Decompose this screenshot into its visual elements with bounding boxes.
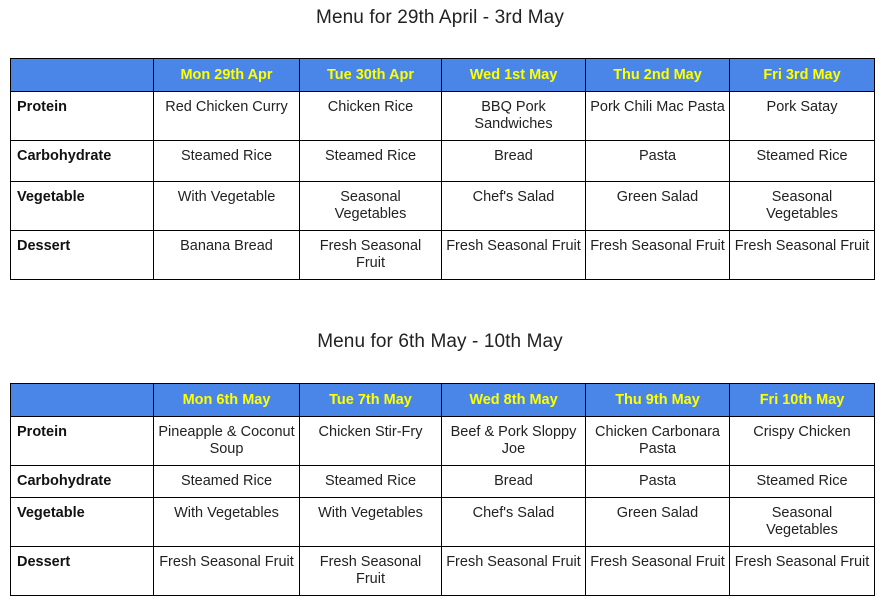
row-label: Carbohydrate bbox=[11, 141, 154, 182]
menu-cell: Chicken Rice bbox=[300, 92, 442, 141]
menu-cell: Pineapple & Coconut Soup bbox=[154, 417, 300, 466]
menu-cell: With Vegetable bbox=[154, 182, 300, 231]
menu-cell: Fresh Seasonal Fruit bbox=[730, 547, 875, 596]
menu-cell: Banana Bread bbox=[154, 231, 300, 280]
menu-table bbox=[10, 383, 875, 596]
menu-cell: Fresh Seasonal Fruit bbox=[300, 547, 442, 596]
menu-title: Menu for 6th May - 10th May bbox=[317, 331, 563, 352]
row-label: Vegetable bbox=[11, 182, 154, 231]
menu-cell: Steamed Rice bbox=[730, 466, 875, 498]
menu-cell: Fresh Seasonal Fruit bbox=[300, 231, 442, 280]
table-row bbox=[11, 466, 875, 498]
menu-cell: Chicken Carbonara Pasta bbox=[586, 417, 730, 466]
row-label: Dessert bbox=[11, 231, 154, 280]
menu-cell: Fresh Seasonal Fruit bbox=[586, 231, 730, 280]
menu-cell: Chef's Salad bbox=[442, 182, 586, 231]
header-row bbox=[11, 384, 875, 417]
menu-cell: Green Salad bbox=[586, 498, 730, 547]
day-header: Tue 30th Apr bbox=[300, 59, 442, 92]
day-header: Wed 1st May bbox=[442, 59, 586, 92]
menu-cell: Pork Chili Mac Pasta bbox=[586, 92, 730, 141]
table-row bbox=[11, 141, 875, 182]
row-label: Dessert bbox=[11, 547, 154, 596]
menu-cell: BBQ Pork Sandwiches bbox=[442, 92, 586, 141]
menu-cell: Steamed Rice bbox=[730, 141, 875, 182]
day-header: Thu 2nd May bbox=[586, 59, 730, 92]
menu-cell: Steamed Rice bbox=[154, 466, 300, 498]
table-row bbox=[11, 498, 875, 547]
day-header: Wed 8th May bbox=[442, 384, 586, 417]
menu-cell: Seasonal Vegetables bbox=[730, 498, 875, 547]
menu-cell: Pasta bbox=[586, 466, 730, 498]
menu-cell: Fresh Seasonal Fruit bbox=[442, 547, 586, 596]
corner-header-cell bbox=[11, 59, 154, 92]
day-header: Mon 29th Apr bbox=[154, 59, 300, 92]
row-label: Carbohydrate bbox=[11, 466, 154, 498]
menu-cell: Bread bbox=[442, 141, 586, 182]
row-label: Protein bbox=[11, 92, 154, 141]
corner-header-cell bbox=[11, 384, 154, 417]
table-row bbox=[11, 417, 875, 466]
menu-cell: Green Salad bbox=[586, 182, 730, 231]
menu-cell: Steamed Rice bbox=[300, 141, 442, 182]
row-label: Vegetable bbox=[11, 498, 154, 547]
header-row bbox=[11, 59, 875, 92]
table-row bbox=[11, 547, 875, 596]
menu-cell: Chicken Stir-Fry bbox=[300, 417, 442, 466]
menu-cell: Beef & Pork Sloppy Joe bbox=[442, 417, 586, 466]
menu-cell: Fresh Seasonal Fruit bbox=[730, 231, 875, 280]
row-label: Protein bbox=[11, 417, 154, 466]
table-row bbox=[11, 231, 875, 280]
menu-cell: With Vegetables bbox=[300, 498, 442, 547]
menu-cell: Fresh Seasonal Fruit bbox=[586, 547, 730, 596]
day-header: Thu 9th May bbox=[586, 384, 730, 417]
menu-cell: Pasta bbox=[586, 141, 730, 182]
menu-cell: Seasonal Vegetables bbox=[730, 182, 875, 231]
menu-cell: Steamed Rice bbox=[154, 141, 300, 182]
menu-cell: Red Chicken Curry bbox=[154, 92, 300, 141]
menu-cell: Crispy Chicken bbox=[730, 417, 875, 466]
table-row bbox=[11, 92, 875, 141]
table-row bbox=[11, 182, 875, 231]
menu-cell: Fresh Seasonal Fruit bbox=[154, 547, 300, 596]
menu-title: Menu for 29th April - 3rd May bbox=[316, 7, 564, 28]
menu-cell: Bread bbox=[442, 466, 586, 498]
day-header: Mon 6th May bbox=[154, 384, 300, 417]
menu-cell: Steamed Rice bbox=[300, 466, 442, 498]
menu-cell: With Vegetables bbox=[154, 498, 300, 547]
day-header: Tue 7th May bbox=[300, 384, 442, 417]
menu-cell: Pork Satay bbox=[730, 92, 875, 141]
day-header: Fri 10th May bbox=[730, 384, 875, 417]
menu-table bbox=[10, 58, 875, 280]
menu-cell: Seasonal Vegetables bbox=[300, 182, 442, 231]
menu-cell: Chef's Salad bbox=[442, 498, 586, 547]
menu-cell: Fresh Seasonal Fruit bbox=[442, 231, 586, 280]
day-header: Fri 3rd May bbox=[730, 59, 875, 92]
